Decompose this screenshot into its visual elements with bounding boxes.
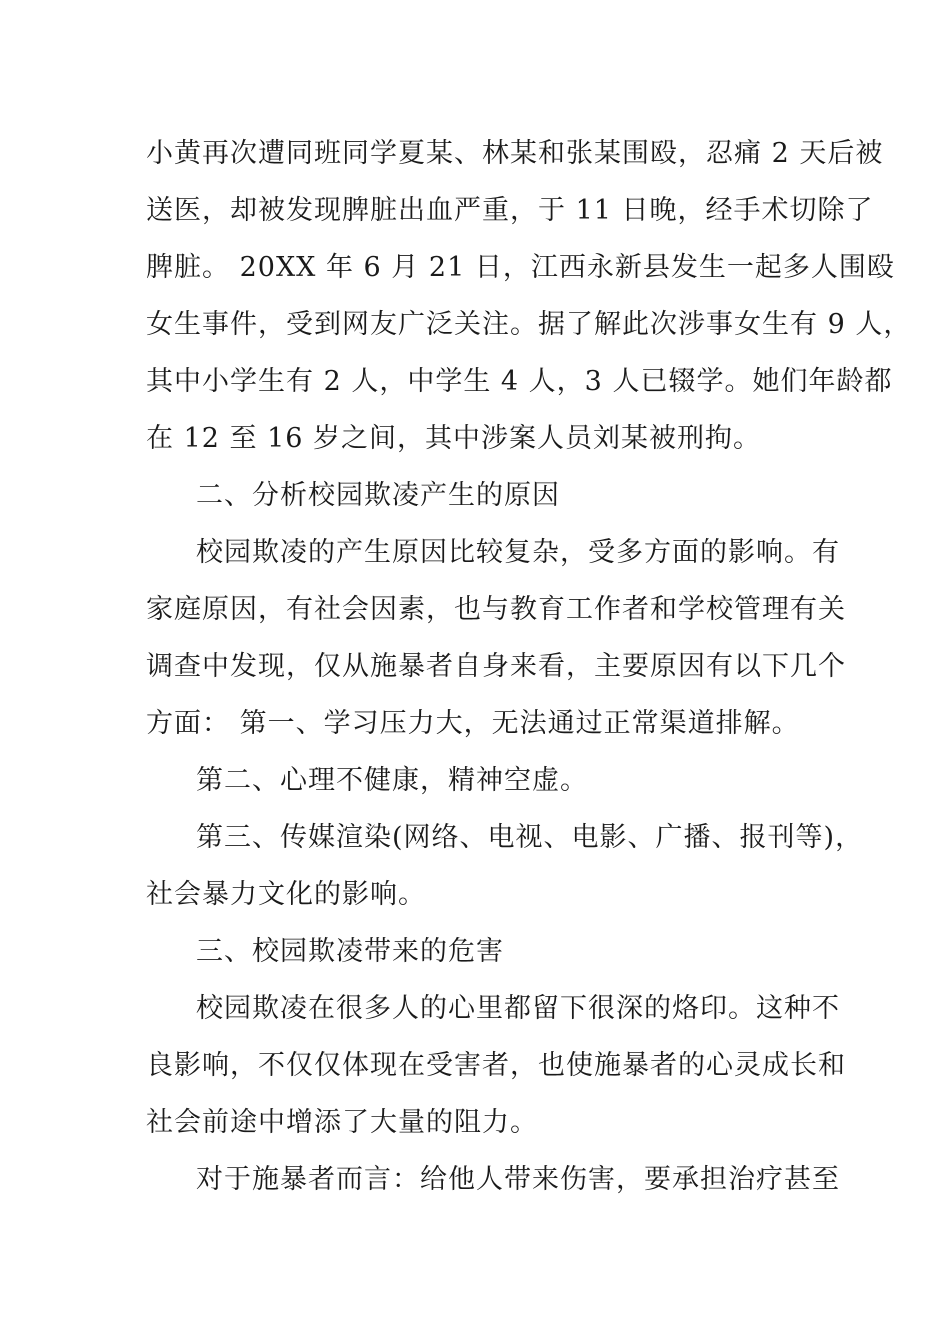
text-line: 脾脏。 20XX 年 6 月 21 日，江西永新县发生一起多人围殴 bbox=[146, 252, 895, 283]
text-line: 社会前途中增添了大量的阻力。 bbox=[146, 1107, 538, 1138]
text-line: 其中小学生有 2 人，中学生 4 人，3 人已辍学。她们年龄都 bbox=[146, 366, 893, 397]
text-line: 送医，却被发现脾脏出血严重，于 11 日晚，经手术切除了 bbox=[146, 195, 874, 226]
text-line: 在 12 至 16 岁之间，其中涉案人员刘某被刑拘。 bbox=[146, 423, 762, 454]
text-line: 社会暴力文化的影响。 bbox=[146, 879, 426, 910]
text-line: 良影响，不仅仅体现在受害者，也使施暴者的心灵成长和 bbox=[146, 1050, 846, 1081]
text-line: 方面： 第一、学习压力大，无法通过正常渠道排解。 bbox=[146, 708, 800, 739]
paragraph-first-line: 校园欺凌的产生原因比较复杂，受多方面的影响。有 bbox=[196, 537, 840, 568]
text-line: 家庭原因，有社会因素，也与教育工作者和学校管理有关 bbox=[146, 594, 846, 625]
paragraph-first-line: 校园欺凌在很多人的心里都留下很深的烙印。这种不 bbox=[196, 993, 840, 1024]
section-heading: 二、分析校园欺凌产生的原因 bbox=[196, 480, 560, 511]
paragraph-first-line: 第二、心理不健康，精神空虚。 bbox=[196, 765, 588, 796]
section-heading: 三、校园欺凌带来的危害 bbox=[196, 936, 504, 967]
text-line: 小黄再次遭同班同学夏某、林某和张某围殴，忍痛 2 天后被 bbox=[146, 138, 884, 169]
paragraph-first-line: 对于施暴者而言：给他人带来伤害，要承担治疗甚至 bbox=[196, 1164, 840, 1195]
text-line: 调查中发现，仅从施暴者自身来看，主要原因有以下几个 bbox=[146, 651, 846, 682]
paragraph-first-line: 第三、传媒渲染(网络、电视、电影、广播、报刊等)， bbox=[196, 822, 864, 853]
text-line: 女生事件，受到网友广泛关注。据了解此次涉事女生有 9 人， bbox=[146, 309, 912, 340]
